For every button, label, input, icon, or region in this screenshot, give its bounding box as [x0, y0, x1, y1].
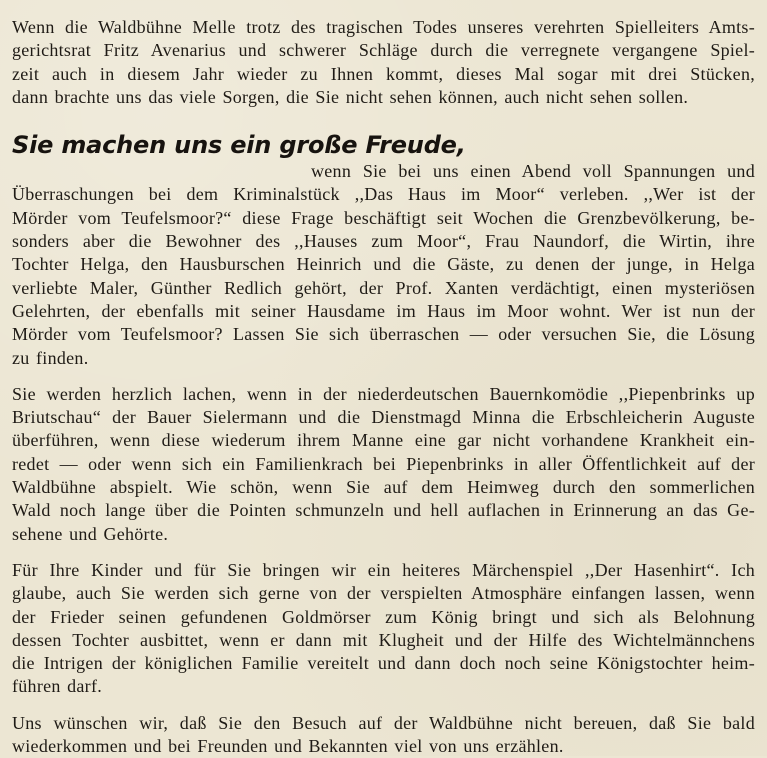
text-line: die Intrigen der königlichen Familie vereitelt und dann doch noch seine Königstochter heim- [12, 653, 755, 674]
comedy-paragraph [12, 383, 755, 546]
text-line: Tochter Helga, den Hausburschen Heinrich und die Gäste, zu denen der junge, in Helga [12, 254, 755, 275]
text-line: zeit auch in diesem Jahr wieder zu Ihnen kommt, dieses Mal sogar mit drei Stücken, [12, 63, 755, 84]
text-line: Überraschungen bei dem Kriminalstück ,,Das Haus im Moor“ verleben. ,,Wer ist der [12, 184, 755, 205]
text-line: Wenn die Waldbühne Melle trotz des tragischen Todes unseres verehrten Spielleiters Amts- [12, 17, 755, 37]
text-line: dann brachte uns das viele Sorgen, die Sie nicht sehen können, auch nicht sehen sollen. [12, 86, 689, 107]
text-line: Wald noch lange über die Pointen schmunzeln und hell auflachen in Erinnerung an das Ge- [12, 500, 755, 521]
text-line: wenn Sie bei uns einen Abend voll Spannungen und [311, 161, 755, 182]
text-line: Für Ihre Kinder und für Sie bringen wir ein heiteres Märchenspiel ,,Der Hasenhirt“. Ich [12, 559, 755, 580]
text-line: Mörder vom Teufelsmoor? Lassen Sie sich überraschen — oder versuchen Sie, die Lösung [12, 324, 755, 345]
text-line: glaube, auch Sie werden sich gerne von der verspielten Atmosphäre einfangen lassen, wenn [12, 583, 755, 604]
text-line: führen darf. [12, 676, 103, 697]
text-line: verliebte Maler, Günther Redlich gehört, der Prof. Xanten verdächtigt, einen mysteriösen [12, 277, 755, 298]
text-line: redet — oder wenn sich ein Familienkrach bei Piepenbrinks in aller Öffentlichkeit auf der [12, 453, 755, 474]
text-line: Briutschau“ der Bauer Sielermann und die Dienstmagd Minna die Erbschleicherin Auguste [12, 407, 755, 428]
text-line: sehene und Gehörte. [12, 523, 169, 544]
text-line: Sie werden herzlich lachen, wenn in der niederdeutschen Bauernkomödie ,,Piepenbrinks up [12, 383, 755, 404]
crime-play-paragraph [12, 160, 755, 370]
text-line: Gelehrten, der ebenfalls mit seiner Hausdame im Haus im Moor wohnt. Wer ist nun der [12, 300, 755, 321]
text-line: wiederkommen und bei Freunden und Bekannten viel von uns erzählen. [12, 736, 564, 757]
text-line: zu finden. [12, 347, 89, 368]
text-line: Mörder vom Teufelsmoor?“ diese Frage beschäftigt seit Wochen die Grenzbevölkerung, be- [12, 207, 755, 228]
text-line: Waldbühne abspielt. Wie schön, wenn Sie auf dem Heimweg durch den sommerlichen [12, 477, 755, 498]
text-line: der Frieder seinen gefundenen Goldmörser zum König bringt und sich als Belohnung [12, 606, 755, 627]
closing-paragraph [12, 712, 755, 758]
intro-paragraph [12, 16, 755, 109]
text-line: überführen, wenn diese wiederum ihrem Manne eine gar nicht vorhandene Krankheit ein- [12, 430, 755, 451]
text-line: Uns wünschen wir, daß Sie den Besuch auf der Waldbühne nicht bereuen, daß Sie bald [12, 712, 755, 733]
section-heading: Sie machen uns ein große Freude, [12, 131, 466, 160]
text-line: gerichtsrat Fritz Avenarius und schwerer Schläge durch die verregnete vergangene Spiel- [12, 40, 755, 61]
fairy-tale-paragraph [12, 559, 755, 699]
text-line: sonders aber die Bewohner des ,,Hauses zum Moor“, Frau Naundorf, die Wirtin, ihre [12, 231, 755, 252]
text-line: dessen Tochter ausbittet, wenn er dann mit Klugheit und der Hilfe des Wichtelmännchens [12, 629, 755, 650]
